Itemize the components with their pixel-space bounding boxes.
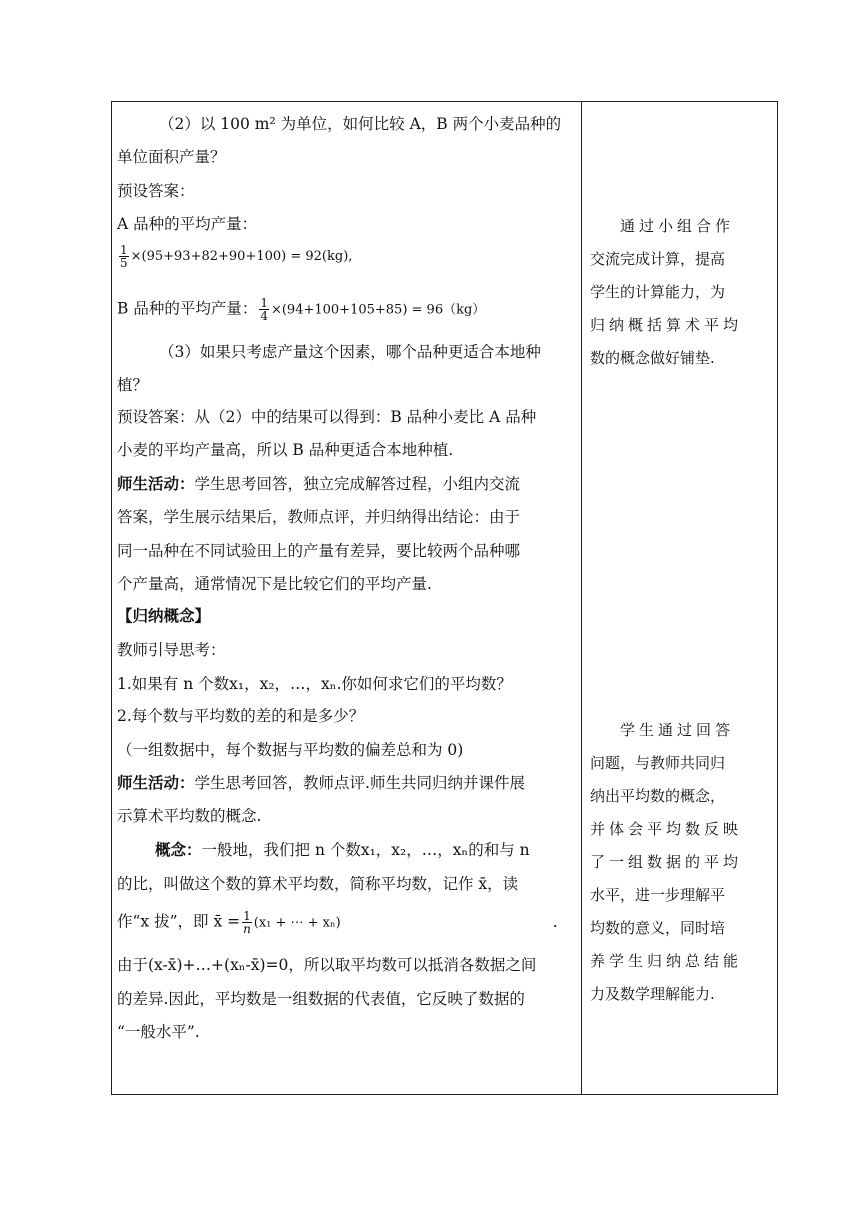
preset-answer-2-line1: 预设答案：从（2）中的结果可以得到：B 品种小麦比 A 品种 bbox=[117, 408, 537, 426]
preset-answer-1: 预设答案： bbox=[117, 182, 195, 200]
think-note: （一组数据中，每个数据与平均数的偏差总和为 0) bbox=[117, 741, 464, 759]
side1-line: 学生的计算能力，为 bbox=[590, 283, 726, 301]
diff-line1: 由于(x-x̄)+…+(xₙ-x̄)=0，所以取平均数可以抵消各数据之间 bbox=[117, 956, 537, 974]
think-question-2: 2.每个数与平均数的差的和是多少？ bbox=[117, 707, 365, 725]
side2-line: 水平，进一步理解平 bbox=[590, 886, 726, 904]
q3-line1: （3）如果只考虑产量这个因素，哪个品种更适合本地种 bbox=[159, 343, 541, 361]
frac-concept: $\frac{1}{n}$ bbox=[243, 909, 251, 936]
side1-line: 通过小组合作 bbox=[620, 217, 735, 235]
a-formula: $\frac{1}{5}$ ×(95+93+82+90+100) = 92(kg), bbox=[120, 243, 353, 270]
b-formula: B 品种的平均产量： $\frac{1}{4}$ ×(94+100+105+85) = 96（kg） bbox=[117, 296, 486, 323]
activity-1-line3: 同一品种在不同试验田上的产量有差异，要比较两个品种哪 bbox=[117, 542, 521, 560]
a-label: A 品种的平均产量： bbox=[117, 215, 258, 233]
side2-line: 了一组数据的平均 bbox=[590, 853, 743, 871]
side-note-2 bbox=[590, 714, 775, 1011]
side1-line: 归纳概括算术平均 bbox=[590, 316, 743, 334]
side2-line: 问题，与教师共同归 bbox=[590, 754, 726, 772]
side1-line: 交流完成计算，提高 bbox=[590, 250, 726, 268]
section-title: 【归纳概念】 bbox=[117, 606, 211, 625]
diff-line2: 的差异.因此，平均数是一组数据的代表值，它反映了数据的 bbox=[117, 990, 525, 1008]
diff-line3: “一般水平”. bbox=[117, 1023, 200, 1041]
side-note-1 bbox=[590, 210, 775, 375]
q2-line1: （2）以 100 m² 为单位，如何比较 A，B 两个小麦品种的 bbox=[159, 115, 562, 133]
teacher-guide: 教师引导思考： bbox=[117, 641, 226, 659]
side2-line: 并体会平均数反映 bbox=[590, 820, 743, 838]
q3-line2: 植？ bbox=[117, 376, 149, 394]
concept-line3: 作“x 拔”，即 x̄ = $\frac{1}{n}$ (x₁ + ⋯ + xₙ) . bbox=[117, 909, 558, 936]
side1-line: 数的概念做好铺垫. bbox=[590, 349, 715, 367]
activity-1-line1: 师生活动：学生思考回答，独立完成解答过程，小组内交流 bbox=[117, 474, 521, 493]
lesson-table bbox=[111, 101, 778, 1095]
side2-line: 养学生归纳总结能 bbox=[590, 952, 743, 970]
activity-2-line1: 师生活动：学生思考回答，教师点评.师生共同归纳并课件展 bbox=[117, 773, 525, 792]
q2-line2: 单位面积产量？ bbox=[117, 148, 226, 166]
concept-line2: 的比，叫做这个数的算术平均数，简称平均数，记作 x̄，读 bbox=[117, 875, 519, 893]
think-question-1: 1.如果有 n 个数x₁，x₂，…，xₙ.你如何求它们的平均数？ bbox=[117, 675, 512, 693]
side2-line: 纳出平均数的概念， bbox=[590, 787, 726, 805]
side2-line: 学生通过回答 bbox=[620, 721, 735, 739]
activity-1-line2: 答案，学生展示结果后，教师点评，并归纳得出结论：由于 bbox=[117, 508, 521, 526]
frac-a: $\frac{1}{5}$ bbox=[120, 243, 128, 270]
frac-b: $\frac{1}{4}$ bbox=[260, 296, 268, 323]
column-divider bbox=[581, 102, 582, 1094]
preset-answer-2-line2: 小麦的平均产量高，所以 B 品种更适合本地种植. bbox=[117, 441, 454, 459]
concept-line1: 概念：一般地，我们把 n 个数x₁，x₂，…，xₙ的和与 n bbox=[155, 840, 530, 859]
activity-2-line2: 示算术平均数的概念. bbox=[117, 807, 262, 825]
side2-line: 力及数学理解能力. bbox=[590, 985, 715, 1003]
activity-1-line4: 个产量高，通常情况下是比较它们的平均产量. bbox=[117, 575, 432, 593]
side2-line: 均数的意义，同时培 bbox=[590, 919, 726, 937]
